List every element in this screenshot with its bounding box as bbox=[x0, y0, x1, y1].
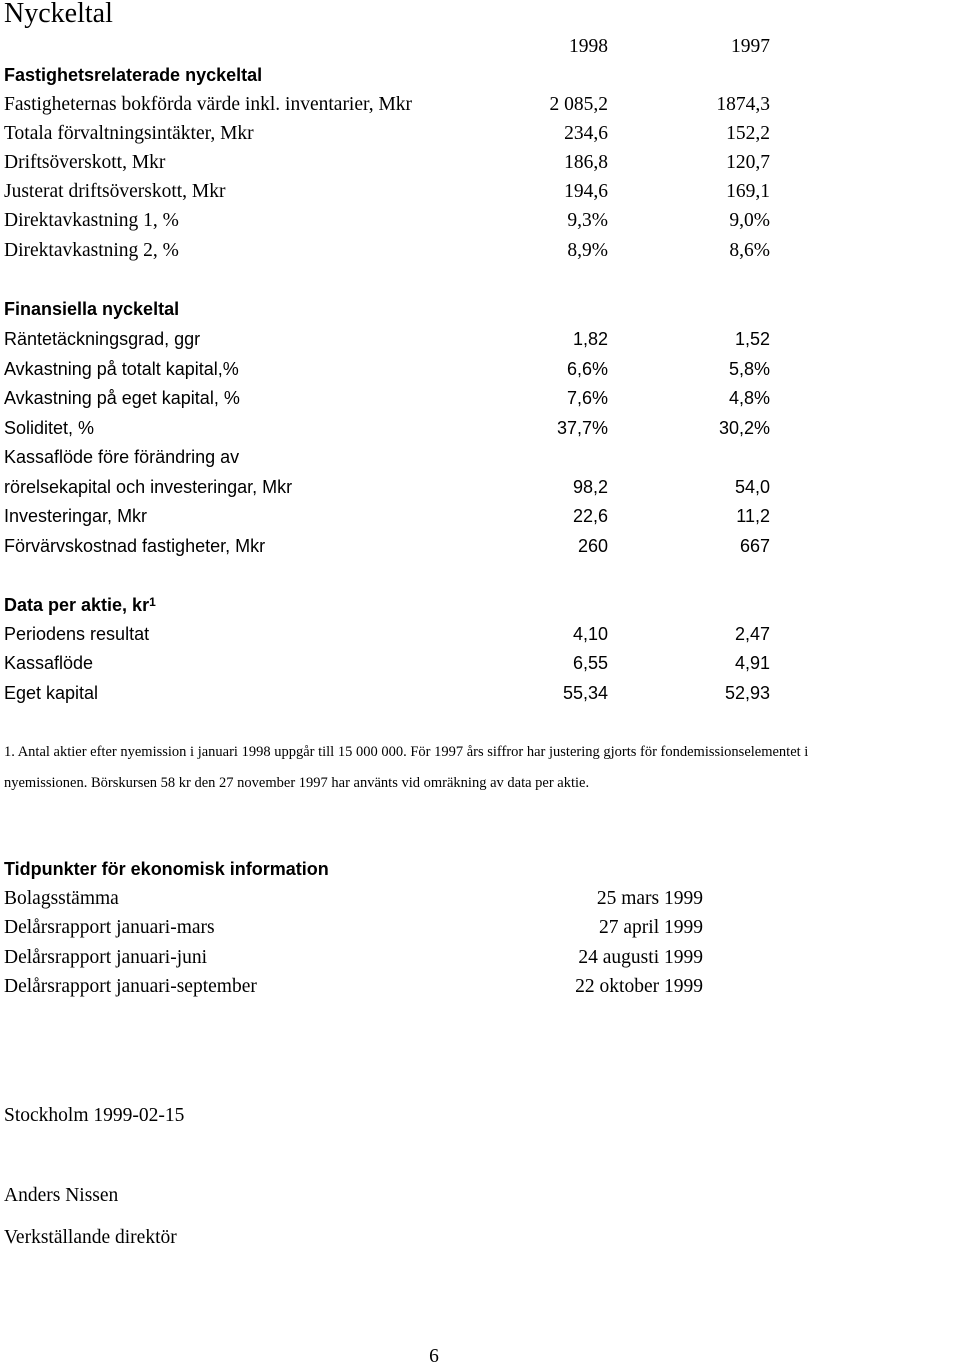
footnote-line-2: nyemissionen. Börskursen 58 kr den 27 november 1997 har använts vid omräkning av data per aktie. bbox=[4, 775, 590, 791]
schedule-section-heading: Tidpunkter för ekonomisk information bbox=[4, 859, 329, 879]
per-share-section-heading bbox=[4, 596, 156, 614]
per-share-row-value-1997: 52,93 bbox=[724, 683, 770, 703]
property-row-value-1998: 234,6 bbox=[564, 123, 608, 144]
financial-row-value-1998: 6,6% bbox=[566, 359, 608, 379]
per-share-row-value-1997: 4,91 bbox=[734, 653, 770, 673]
financial-row-label: Kassaflöde före förändring av bbox=[4, 447, 240, 467]
financial-row-value-1997: 54,0 bbox=[734, 477, 770, 497]
property-row-value-1998: 186,8 bbox=[564, 152, 608, 173]
property-row-value-1998: 9,3% bbox=[567, 210, 608, 231]
property-row-value-1997: 1874,3 bbox=[716, 94, 770, 115]
financial-row-value-1998: 260 bbox=[577, 536, 608, 556]
per-share-row-label: Periodens resultat bbox=[4, 624, 150, 644]
footnote-line-1: 1. Antal aktier efter nyemission i januari 1998 uppgår till 15 000 000. För 1997 års siffror har justering gjorts för fondemissionselementet i bbox=[4, 744, 809, 760]
financial-row-label: Soliditet, % bbox=[4, 418, 95, 438]
per-share-row-value-1997: 2,47 bbox=[734, 624, 770, 644]
financial-row-value-1997: 11,2 bbox=[736, 506, 770, 526]
footnote-marker: 1 bbox=[149, 595, 156, 609]
schedule-row-date: 27 april 1999 bbox=[599, 917, 703, 938]
page-title: Nyckeltal bbox=[4, 0, 113, 29]
schedule-row-date: 24 augusti 1999 bbox=[578, 947, 703, 968]
page-number: 6 bbox=[429, 1346, 439, 1367]
property-row-value-1997: 152,2 bbox=[726, 123, 770, 144]
financial-row-value-1998: 7,6% bbox=[566, 388, 608, 408]
financial-row-label: rörelsekapital och investeringar, Mkr bbox=[4, 477, 293, 497]
property-row-label: Totala förvaltningsintäkter, Mkr bbox=[4, 123, 254, 144]
property-row-label: Justerat driftsöverskott, Mkr bbox=[4, 181, 226, 202]
schedule-row-date: 25 mars 1999 bbox=[596, 888, 703, 909]
property-row-label: Direktavkastning 1, % bbox=[4, 210, 179, 231]
property-row-label: Direktavkastning 2, % bbox=[4, 240, 179, 261]
financial-row-label: Räntetäckningsgrad, ggr bbox=[4, 329, 201, 349]
financial-row-label: Investeringar, Mkr bbox=[4, 506, 148, 526]
financial-section-heading: Finansiella nyckeltal bbox=[4, 299, 180, 319]
per-share-row-value-1998: 6,55 bbox=[572, 653, 608, 673]
schedule-row-label: Delårsrapport januari-mars bbox=[4, 917, 215, 938]
financial-row-value-1997: 4,8% bbox=[728, 388, 770, 408]
financial-row-value-1998: 37,7% bbox=[556, 418, 608, 438]
per-share-row-value-1998: 4,10 bbox=[572, 624, 608, 644]
per-share-heading-text: Data per aktie, kr bbox=[4, 595, 150, 615]
financial-row-value-1998: 98,2 bbox=[572, 477, 608, 497]
per-share-row-label: Kassaflöde bbox=[4, 653, 94, 673]
financial-row-value-1998: 1,82 bbox=[572, 329, 608, 349]
signature-place-date: Stockholm 1999-02-15 bbox=[4, 1105, 185, 1126]
year-header-1997: 1997 bbox=[731, 36, 770, 57]
per-share-row-value-1998: 55,34 bbox=[562, 683, 608, 703]
financial-row-label: Avkastning på totalt kapital,% bbox=[4, 359, 239, 379]
financial-row-value-1998: 22,6 bbox=[572, 506, 608, 526]
property-row-label: Fastigheternas bokförda värde inkl. inventarier, Mkr bbox=[4, 94, 413, 115]
property-row-value-1997: 9,0% bbox=[729, 210, 770, 231]
per-share-row-label: Eget kapital bbox=[4, 683, 99, 703]
property-row-value-1997: 120,7 bbox=[726, 152, 770, 173]
financial-row-value-1997: 1,52 bbox=[734, 329, 770, 349]
financial-row-label: Förvärvskostnad fastigheter, Mkr bbox=[4, 536, 266, 556]
year-header-1998: 1998 bbox=[569, 36, 608, 57]
signature-role: Verkställande direktör bbox=[4, 1227, 177, 1248]
financial-row-label: Avkastning på eget kapital, % bbox=[4, 388, 240, 408]
financial-row-value-1997: 30,2% bbox=[718, 418, 770, 438]
schedule-row-label: Bolagsstämma bbox=[4, 888, 119, 909]
financial-row-value-1997: 667 bbox=[739, 536, 770, 556]
property-row-value-1997: 8,6% bbox=[729, 240, 770, 261]
property-row-value-1998: 2 085,2 bbox=[549, 94, 608, 115]
property-section-heading: Fastighetsrelaterade nyckeltal bbox=[4, 65, 263, 85]
schedule-row-label: Delårsrapport januari-juni bbox=[4, 947, 208, 968]
property-row-label: Driftsöverskott, Mkr bbox=[4, 152, 166, 173]
signature-name: Anders Nissen bbox=[4, 1185, 119, 1206]
property-row-value-1997: 169,1 bbox=[726, 181, 770, 202]
schedule-row-date: 22 oktober 1999 bbox=[575, 976, 703, 997]
financial-row-value-1997: 5,8% bbox=[728, 359, 770, 379]
property-row-value-1998: 8,9% bbox=[567, 240, 608, 261]
schedule-row-label: Delårsrapport januari-september bbox=[4, 976, 257, 997]
property-row-value-1998: 194,6 bbox=[564, 181, 608, 202]
